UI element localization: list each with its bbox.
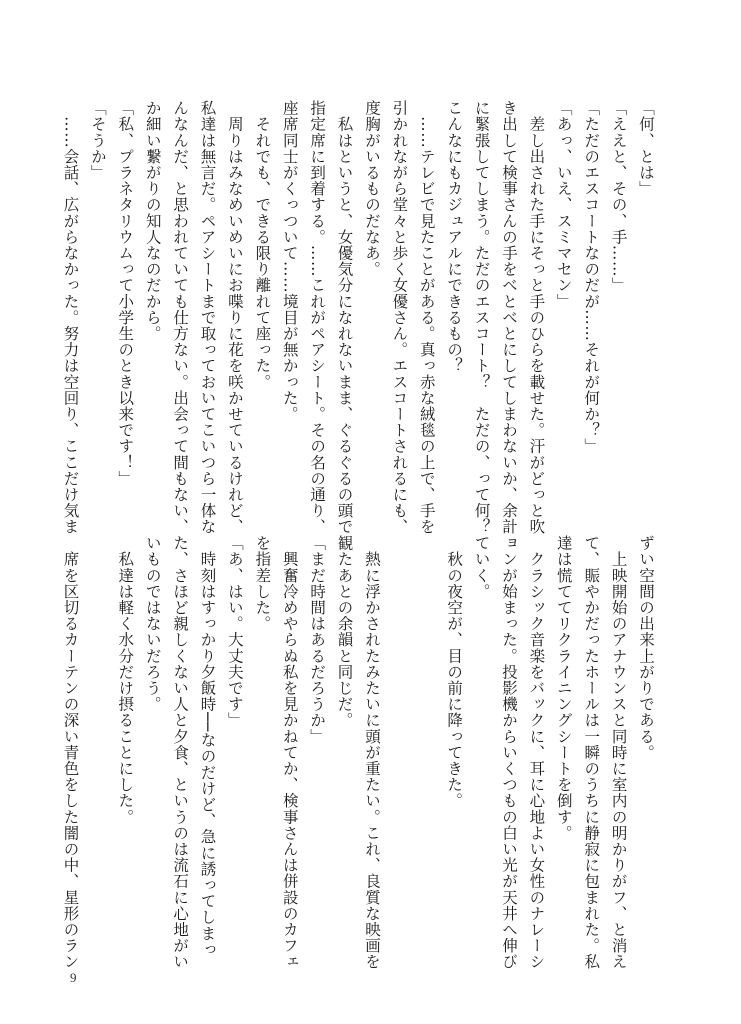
text-line: それでも、できる限り離れて座った。: [253, 100, 272, 390]
text-line: クラシック音楽をバックに、耳に心地よい女性のナレーシ: [527, 535, 546, 970]
upper-text-block: [56, 100, 659, 535]
text-line: て、賑やかだったホールは一瞬のうちに静寂に包まれた。私: [582, 535, 601, 970]
text-line: こんなにもカジュアルにできるもの？: [445, 100, 464, 374]
text-line: 興奮冷めやらぬ私を見かねてか、検事さんは併設のカフェ: [280, 535, 299, 970]
text-line: き出して検事さんの手をべとべとにしてしまわないか、余計: [499, 100, 518, 535]
text-line: 席を区切るカーテンの深い青色をした闇の中、星形のラン: [61, 535, 80, 970]
text-line: 「まだ時間はあるだろうか」: [308, 535, 327, 745]
text-line: 熱に浮かされたみたいに頭が重たい。これ、良質な映画を: [362, 535, 381, 970]
text-line: 指定席に到着する。……これがペアシート。その名の通り、: [308, 100, 327, 535]
page-number: 9: [70, 970, 77, 985]
text-line: 時刻はすっかり夕飯時──なのだけど、急に誘ってしまっ: [198, 535, 217, 958]
text-line: 度胸がいるものだなあ。: [362, 100, 381, 278]
text-line: 「何、とは」: [637, 100, 655, 197]
text-line: ずい空間の出来上がりである。: [637, 535, 655, 761]
text-line: 引かれながら堂々と歩く女優さん。エスコートされるにも、: [390, 100, 409, 535]
text-line: 周りはみなめいめいにお喋りに花を咲かせているけれど、: [225, 100, 244, 535]
text-line: ョンが始まった。投影機からいくつもの白い光が天井へ伸び: [499, 535, 518, 970]
text-line: 「そうか」: [88, 100, 107, 181]
text-line: 上映開始のアナウンスと同時に室内の明かりがフ、と消え: [609, 535, 628, 970]
text-line: 私達は無言だ。ペアシートまで取っておいてこいつら一体な: [198, 100, 217, 535]
text-line: んなんだ、と思われていても仕方ない。出会って間もない、: [171, 100, 190, 535]
text-line: 「あ、はい。大丈夫です」: [225, 535, 244, 729]
text-line: た、さほど親しくない人と夕食、というのは流石に心地がい: [171, 535, 190, 970]
text-line: いものではないだろう。: [143, 535, 162, 713]
text-line: に緊張してしまう。ただのエスコート？ ただの、って何？: [472, 100, 491, 535]
text-line: ……会話、広がらなかった。努力は空回り、ここだけ気ま: [61, 100, 80, 535]
text-line: [83, 535, 110, 960]
text-line: か細い繋がりの知人なのだから。: [143, 100, 162, 342]
text-line: [385, 535, 412, 960]
text-line: 達は慌ててリクライニングシートを倒す。: [554, 535, 573, 841]
text-line: 観たあとの余韻と同じだ。: [335, 535, 354, 729]
text-line: 私はというと、女優気分になれないまま、ぐるぐるの頭で: [335, 100, 354, 535]
text-line: 「ただのエスコートなのだが……それが何か？」: [582, 100, 601, 455]
lower-text-block: [56, 535, 659, 970]
text-line: ていく。: [472, 535, 491, 600]
text-line: ……テレビで見たことがある。真っ赤な絨毯の上で、手を: [417, 100, 436, 535]
text-line: 秋の夜空が、目の前に降ってきた。: [445, 535, 464, 809]
text-line: [412, 535, 439, 960]
text-line: 差し出された手にそっと手のひらを載せた。汗がどっと吹: [527, 100, 546, 535]
text-line: 私達は軽く水分だけ摂ることにした。: [116, 535, 135, 825]
text-line: 「あっ、いえ、スミマセン」: [554, 100, 573, 310]
text-line: 座席同士がくっついて……境目が無かった。: [280, 100, 299, 422]
text-line: 「ええと、その、手……」: [609, 100, 628, 294]
text-line: を指差した。: [253, 535, 272, 632]
text-line: 「私、プラネタリウムって小学生のとき以来です！」: [116, 100, 135, 487]
